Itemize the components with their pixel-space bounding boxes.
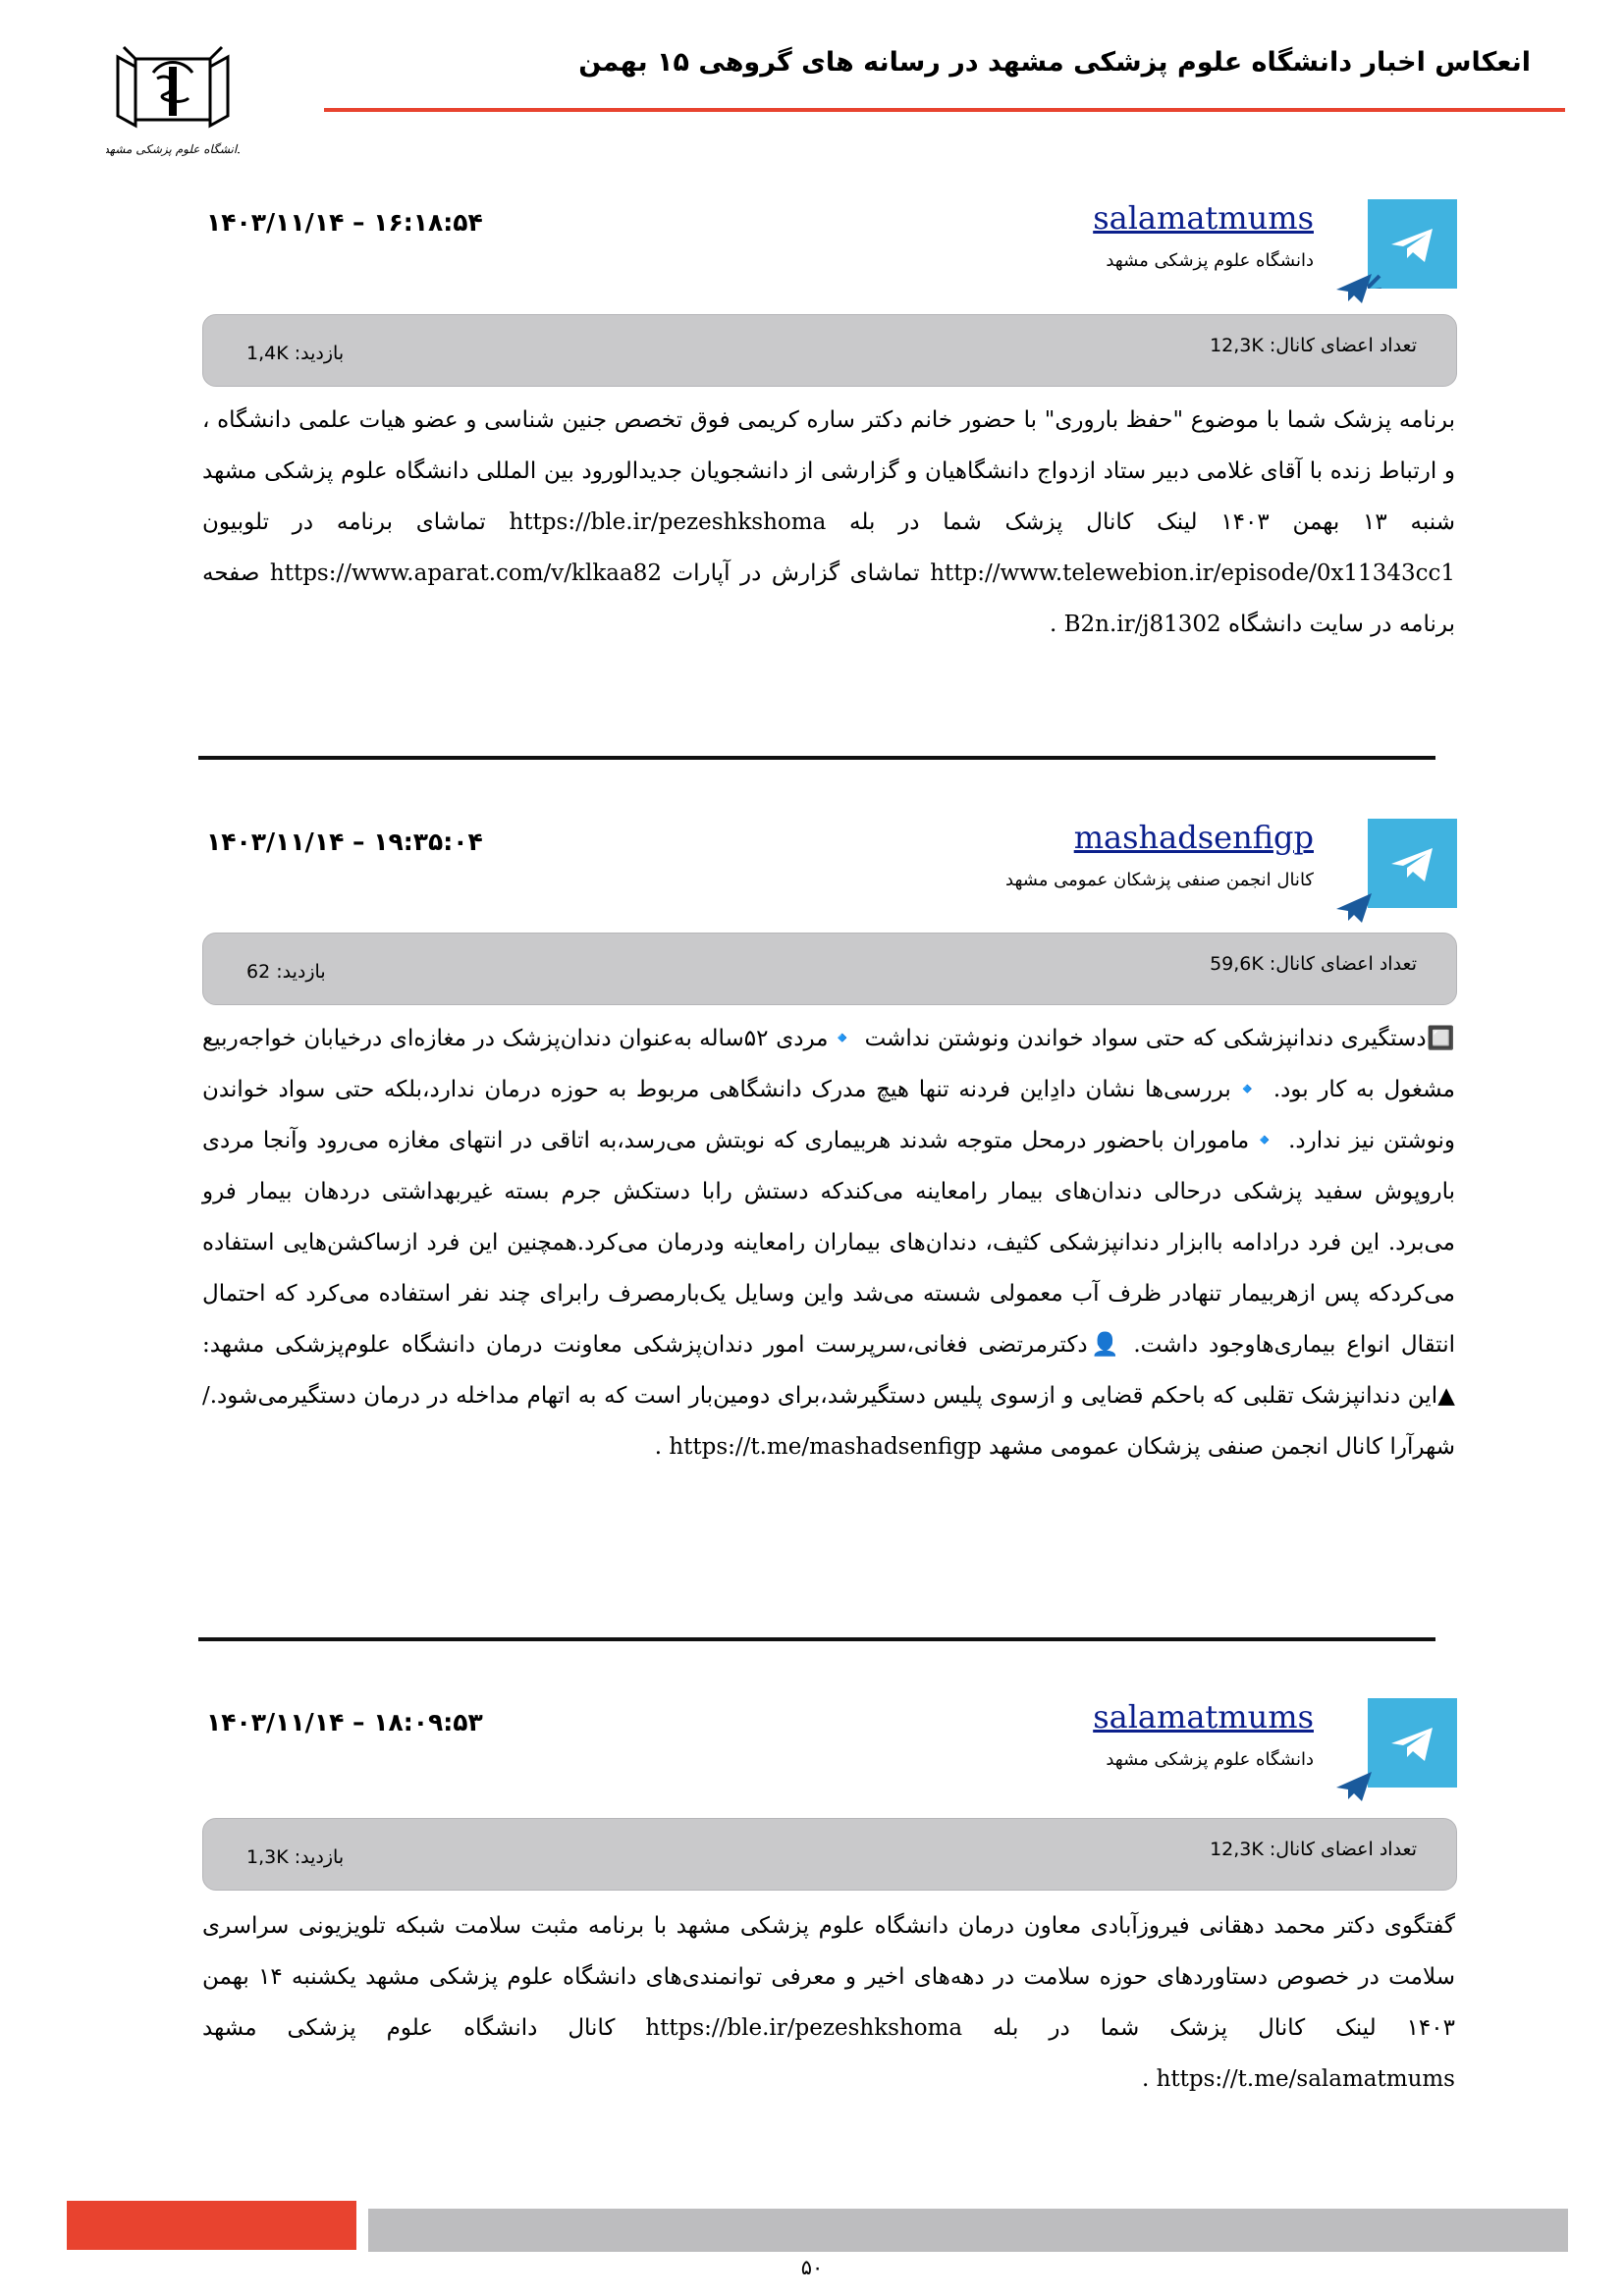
page-title: انعکاس اخبار دانشگاه علوم پزشکی مشهد در رسانه های گروهی ۱۵ بهمن: [578, 47, 1531, 78]
post-datetime: ۱۴۰۳/۱۱/۱۴ – ۱۹:۳۵:۰۴: [206, 828, 483, 856]
entry-separator: [198, 1637, 1435, 1641]
telegram-icon: [1368, 819, 1457, 908]
post-text: 🔲دستگیری دندانپزشکی که حتی سواد خواندن ونوشتن نداشت 🔹مردی ۵۲ساله به‌عنوان دندان‌پزشک در مغازه‌ای درخیابان خواجه‌ربیع مشغول به کار بود. 🔹بررسی‌ها نشان دادِاین فردنه تنها هیچ مدرک دانشگاهی مربوط به حوزه درمان ندارد،بلکه حتی سواد خواندن ونوشتن نیز ندارد. 🔹ماموران باحضور درمحل متوجه شدند هربیماری که نوبتش می‌رسد،به اتاقی در انتهای مغازه می‌رود وآنجا مردی باروپوش سفید پزشکی درحالی دندان‌های بیمار رامعاینه می‌کندکه دستش رابا دستکش جرم بسته غیربهداشتی دردهان بیمار فرو می‌برد. این فرد درادامه باابزار دندانپزشکی کثیف، دندان‌های بیماران رامعاینه ودرمان می‌کرد.همچنین این فرد ازساکشن‌هایی استفاده می‌کردکه پس ازهربیمار تنهادر ظرف آب معمولی شسته می‌شد واین وسایل یک‌بارمصرف رابرای چند نفر استفاده می‌کرد که احتمال انتقال انواع بیماری‌هاوجود داشت. 👤دکترمرتضی فغانی،سرپرست امور دندان‌پزشکی معاونت درمان دانشگاه علوم‌پزشکی مشهد: ▲این دندانپزشک تقلبی که باحکم قضایی و ازسوی پلیس دستگیرشد،برای دومین‌بار است که به اتهام مداخله در درمان دستگیرمی‌شود./شهرآرا کانال انجمن صنفی پزشکان عمومی مشهد https://t.me/mashadsenfigp .: [202, 1026, 1456, 1460]
entry-separator: [198, 756, 1435, 760]
channel-subtitle: دانشگاه علوم پزشکی مشهد: [1106, 250, 1314, 271]
stats-panel: [202, 314, 1457, 387]
footer-accent-bar: [67, 2201, 356, 2250]
members-count: تعداد اعضای کانال: 59,6K: [1210, 953, 1417, 975]
members-count: تعداد اعضای کانال: 12,3K: [1210, 1839, 1417, 1860]
footer-bar: [368, 2209, 1568, 2252]
channel-link[interactable]: salamatmums: [1093, 1698, 1314, 1735]
channel-subtitle: کانال انجمن صنفی پزشکان عمومی مشهد: [1005, 870, 1314, 890]
channel-link[interactable]: mashadsenfigp: [1073, 819, 1314, 856]
university-logo: [106, 37, 240, 171]
views-count: بازدید: 1,3K: [246, 1846, 345, 1868]
views-count: بازدید: 1,4K: [246, 343, 345, 364]
telegram-badge-icon: [1334, 272, 1374, 309]
post-text: گفتگوی دکتر محمد دهقانی فیروزآبادی معاون درمان دانشگاه علوم پزشکی مشهد با برنامه مثبت سلامت شبکه تلویزیونی سراسری سلامت در خصوص دستاوردهای حوزه سلامت در دهه‌های اخیر و معرفی توانمندی‌های دانشگاه علوم پزشکی مشهد یکشنبه ۱۴ بهمن ۱۴۰۳ لینک کانال پزشک شما در بله https://ble.ir/pezeshkshoma کانال دانشگاه علوم پزشکی مشهد https://t.me/salamatmums .: [202, 1913, 1455, 2092]
telegram-icon: [1368, 1698, 1457, 1788]
stats-panel: [202, 1818, 1457, 1891]
post-datetime: ۱۴۰۳/۱۱/۱۴ – ۱۶:۱۸:۵۴: [206, 208, 483, 237]
views-count: بازدید: 62: [246, 961, 326, 983]
telegram-badge-icon: [1334, 1770, 1374, 1807]
logo-caption: دانشگاه علوم پزشکی مشهد: [106, 142, 240, 156]
post-text: برنامه پزشک شما با موضوع "حفظ باروری" با حضور خانم دکتر ساره کریمی فوق تخصص جنین شناسی و عضو هیات علمی دانشگاه ، و ارتباط زنده با آقای غلامی دبیر ستاد ازدواج دانشگاهیان و گزارشی از دانشجویان جدیدالورود بین المللی دانشگاه علوم پزشکی مشهد شنبه ۱۳ بهمن ۱۴۰۳ لینک کانال پزشک شما در بله https://ble.ir/pezeshkshoma تماشای برنامه در تلوبیون http://www.telewebion.ir/episode/0x11343cc1 تماشای گزارش در آپارات https://www.aparat.com/v/klkaa82 صفحه برنامه در سایت دانشگاه B2n.ir/j81302 .: [202, 407, 1455, 637]
telegram-icon: [1368, 199, 1457, 289]
page-number: ۵۰: [800, 2256, 824, 2279]
channel-subtitle: دانشگاه علوم پزشکی مشهد: [1106, 1749, 1314, 1770]
post-datetime: ۱۴۰۳/۱۱/۱۴ – ۱۸:۰۹:۵۳: [206, 1708, 483, 1736]
telegram-badge-icon: [1334, 891, 1374, 929]
channel-link[interactable]: salamatmums: [1093, 199, 1314, 237]
header-rule: [324, 108, 1565, 112]
stats-panel: [202, 933, 1457, 1005]
members-count: تعداد اعضای کانال: 12,3K: [1210, 335, 1417, 356]
